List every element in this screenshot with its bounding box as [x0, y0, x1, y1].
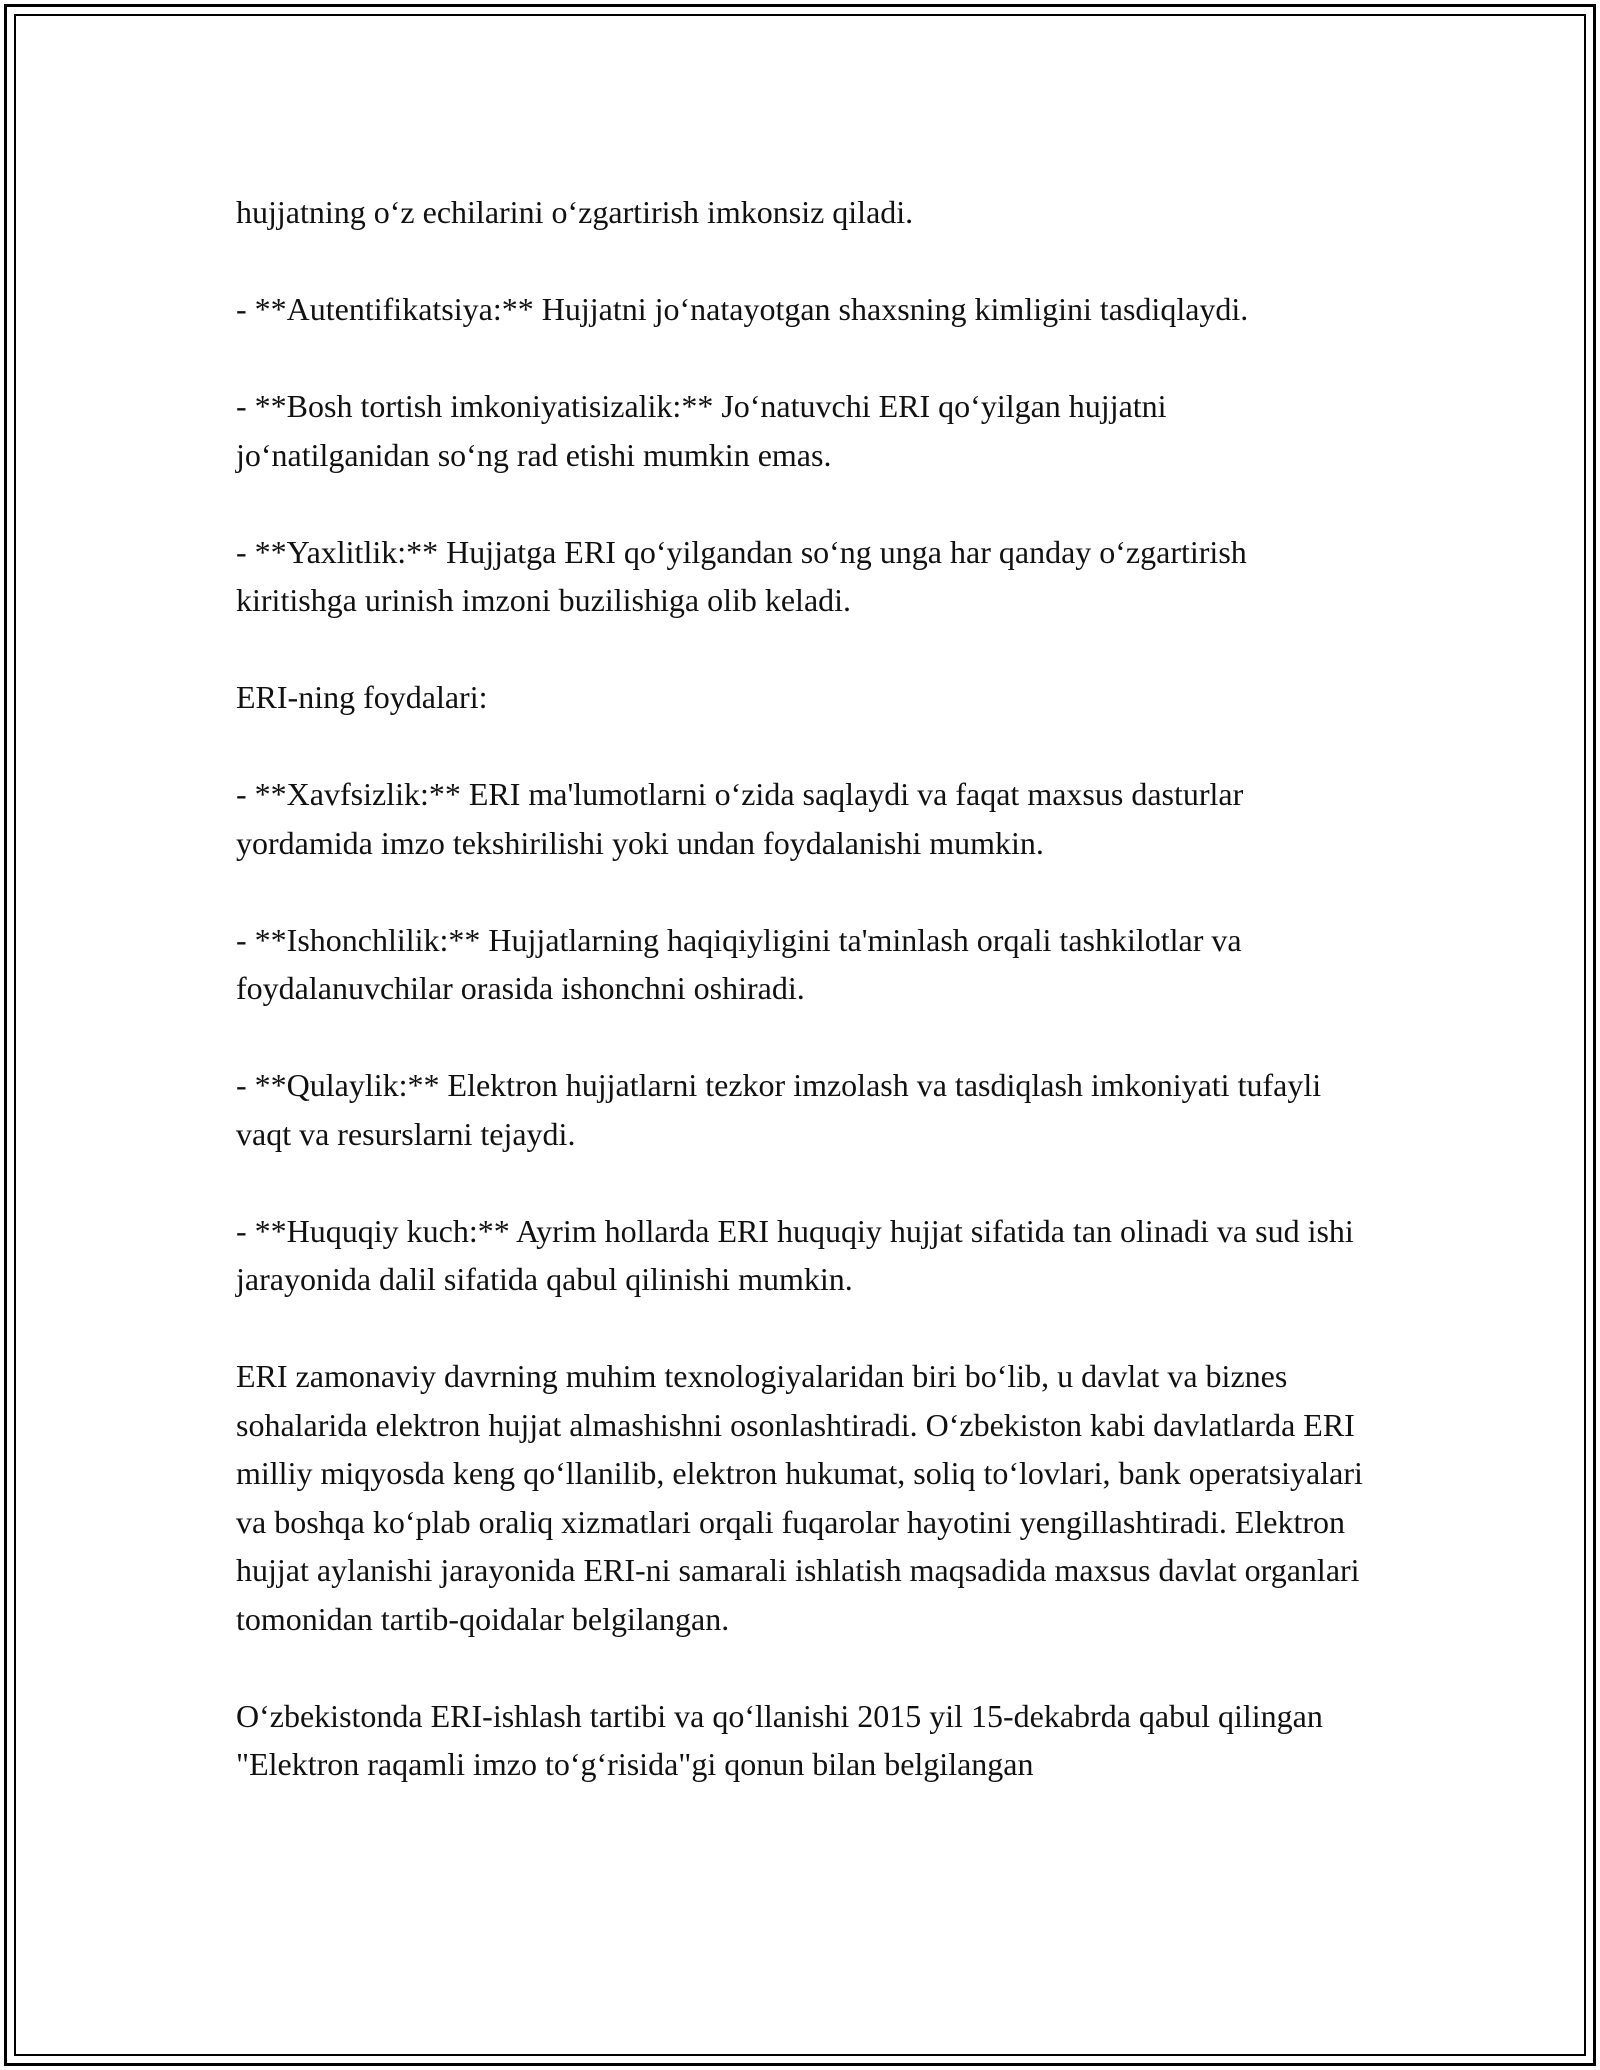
list-item-non-repudiation: - **Bosh tortish imkoniyatisizalik:** Jo‘natuvchi ERI qo‘yilgan hujjatni jo‘natilganidan so‘ng rad etishi mumkin emas.	[236, 388, 1167, 473]
list-item-reliability: - **Ishonchlilik:** Hujjatlarning haqiqiyligini ta'minlash orqali tashkilotlar va foydalanuvchilar orasida ishonchni oshiradi.	[236, 921, 1242, 1006]
list-item-security: - **Xavfsizlik:** ERI ma'lumotlarni o‘zida saqlaydi va faqat maxsus dasturlar yordamida imzo tekshirilishi yoki undan foydalanishi mumkin.	[236, 776, 1244, 861]
list-item-integrity: - **Yaxlitlik:** Hujjatga ERI qo‘yilgandan so‘ng unga har qanday o‘zgartirish kiritishga urinish imzoni buzilishiga olib keladi.	[236, 533, 1247, 618]
list-item-convenience: - **Qulaylik:** Elektron hujjatlarni tezkor imzolash va tasdiqlash imkoniyati tufayli vaqt va resurslarni tejaydi.	[236, 1067, 1322, 1152]
paragraph-intro-fragment: hujjatning o‘z echilarini o‘zgartirish imkonsiz qiladi.	[236, 194, 914, 230]
paragraph-eri-law: O‘zbekistonda ERI-ishlash tartibi va qo‘llanishi 2015 yil 15-dekabrda qabul qilingan "Elektron raqamli imzo to‘g‘risida"gi qonun bilan belgilangan	[236, 1697, 1323, 1782]
list-item-legal-force: - **Huquqiy kuch:** Ayrim hollarda ERI huquqiy hujjat sifatida tan olinadi va sud ishi jarayonida dalil sifatida qabul qilinishi mumkin.	[236, 1212, 1354, 1297]
list-item-authentication: - **Autentifikatsiya:** Hujjatni jo‘natayotgan shaxsning kimligini tasdiqlaydi.	[236, 291, 1249, 327]
document-body	[236, 188, 1366, 1789]
paragraph-eri-overview: ERI zamonaviy davrning muhim texnologiyalaridan biri bo‘lib, u davlat va biznes sohalarida elektron hujjat almashishni osonlashtiradi. O‘zbekiston kabi davlatlarda ERI milliy miqyosda keng qo‘llanilib, elektron hukumat, soliq to‘lovlari, bank operatsiyalari va boshqa ko‘plab oraliq xizmatlari orqali fuqarolar hayotini yengillashtiradi. Elektron hujjat aylanishi jarayonida ERI-ni samarali ishlatish maqsadida maxsus davlat organlari tomonidan tartib-qoidalar belgilangan.	[236, 1358, 1363, 1637]
section-heading-benefits: ERI-ning foydalari:	[236, 679, 488, 715]
